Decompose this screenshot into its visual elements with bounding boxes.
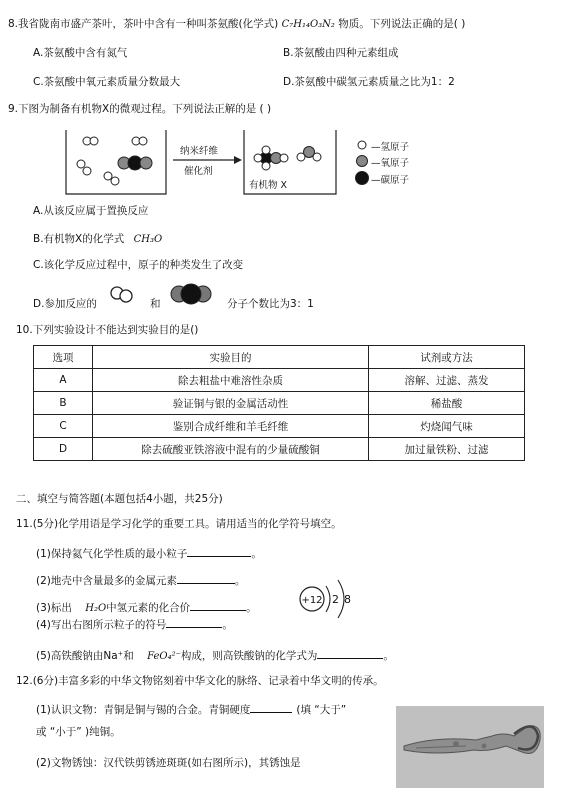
table-cell: 加过量铁粉、过滤	[369, 438, 525, 461]
table-cell: D	[34, 438, 93, 461]
q9-option-b: B.有机物X的化学式 CH₃O	[33, 233, 163, 245]
q12-item-2: (2)文物锈蚀：汉代铁剪锈迹斑斑(如右图所示)，其锈蚀是	[36, 757, 301, 769]
legend-symbols	[355, 136, 369, 186]
shell-1-electrons: 2	[332, 593, 339, 606]
q11-item-3: (3)标出 H₂O中氢元素的化合价 。	[36, 602, 257, 614]
table-cell: 鉴别合成纤维和羊毛纤维	[93, 415, 369, 438]
product-label: 有机物 X	[249, 180, 288, 191]
table-cell: 溶解、过滤、蒸发	[369, 369, 525, 392]
q8-option-b: B.茶氨酸由四种元素组成	[283, 47, 399, 59]
legend-carbon: —碳原子	[371, 175, 410, 186]
q11-item-3-formula: H₂O	[85, 603, 107, 614]
q8-option-d: D.茶氨酸中碳氢元素质量之比为1：2	[283, 76, 455, 88]
answer-blank[interactable]	[317, 658, 383, 659]
answer-blank[interactable]	[177, 583, 235, 584]
table-header: 实验目的	[93, 346, 369, 369]
q8-option-c: C.茶氨酸中氧元素质量分数最大	[33, 76, 181, 88]
q11-item-5-formula: FeO₄²⁻	[147, 651, 181, 662]
product-molecules	[254, 146, 321, 170]
q11-item-1: (1)保持氦气化学性质的最小粒子 。	[36, 548, 262, 560]
oxygen-atom-icon	[357, 156, 368, 167]
iron-scissors-photo	[396, 706, 544, 788]
answer-blank[interactable]	[190, 610, 246, 611]
carbon-dioxide-molecule-icon	[170, 283, 212, 305]
q11-item-2: (2)地壳中含量最多的金属元素 。	[36, 575, 246, 587]
q9-option-d: D.参加反应的	[33, 298, 97, 310]
arrow-label-bottom: 催化剂	[184, 166, 213, 177]
answer-blank[interactable]	[166, 627, 222, 628]
q9-option-b-formula: CH₃O	[133, 234, 163, 245]
table-cell: 验证铜与银的金属活动性	[93, 392, 369, 415]
legend-hydrogen: —氢原子	[371, 142, 410, 153]
table-cell: 灼烧闻气味	[369, 415, 525, 438]
q8-option-a: A.茶氨酸中含有氮气	[33, 47, 128, 59]
arrow-label-top: 纳米纤维	[180, 146, 219, 157]
atom-structure-diagram	[296, 574, 360, 626]
electron-shell-1	[326, 586, 330, 612]
table-row	[34, 415, 525, 438]
answer-blank[interactable]	[187, 556, 251, 557]
q12-item-1: (1)认识文物：青铜是铜与锡的合金。青铜硬度 (填 “大于”	[36, 704, 347, 716]
q9-reaction-diagram	[60, 124, 390, 200]
table-row	[34, 392, 525, 415]
carbon-atom-icon	[356, 172, 369, 185]
q12-item-1-continued: 或 “小于” )纯铜。	[36, 726, 121, 738]
q9-option-c: C.该化学反应过程中，原子的种类发生了改变	[33, 259, 244, 271]
table-cell: 除去硫酸亚铁溶液中混有的少量硫酸铜	[93, 438, 369, 461]
q11-stem: 11.(5分)化学用语是学习化学的重要工具。请用适当的化学符号填空。	[16, 518, 342, 530]
table-cell: 稀盐酸	[369, 392, 525, 415]
q12-stem: 12.(6分)丰富多彩的中华文物铭刻着中华文化的脉络、记录着中华文明的传承。	[16, 675, 384, 687]
q9-option-d-and: 和	[150, 298, 161, 310]
table-cell: B	[34, 392, 93, 415]
q8-formula: C₇H₁₄O₃N₂	[281, 19, 335, 30]
reactant-molecules	[77, 137, 152, 185]
table-header-row	[34, 346, 525, 369]
table-cell: 除去粗盐中难溶性杂质	[93, 369, 369, 392]
table-cell: C	[34, 415, 93, 438]
table-cell: A	[34, 369, 93, 392]
q9-stem: 9.下图为制备有机物X的微观过程。下列说法正解的是 ( )	[8, 103, 272, 115]
hydrogen-molecule-icon	[108, 284, 136, 304]
table-row	[34, 369, 525, 392]
table-row	[34, 438, 525, 461]
table-header: 选项	[34, 346, 93, 369]
shell-2-electrons: 8	[344, 593, 351, 606]
q9-option-d-suffix: 分子个数比为3：1	[227, 298, 314, 310]
q9-option-a: A.从该反应属于置换反应	[33, 205, 149, 217]
answer-blank[interactable]	[250, 712, 292, 713]
q11-item-4: (4)写出右图所示粒子的符号 。	[36, 619, 233, 631]
table-header: 试剂或方法	[369, 346, 525, 369]
hydrogen-atom-icon	[358, 141, 366, 149]
q8-stem: 8.我省陇南市盛产茶叶，茶叶中含有一种叫茶氨酸(化学式) C₇H₁₄O₃N₂ 物质。下列说法正确的是( )	[8, 18, 466, 30]
q10-table	[33, 345, 525, 461]
legend-oxygen: —氧原子	[371, 158, 410, 169]
q11-item-5: (5)高铁酸钠由Na⁺和 FeO₄²⁻构成，则高铁酸钠的化学式为 。	[36, 650, 394, 662]
section-2-title: 二、填空与简答题(本题包括4小题，共25分)	[16, 493, 223, 505]
q10-stem: 10.下列实验设计不能达到实验目的是()	[16, 324, 199, 336]
nucleus-charge: +12	[301, 595, 323, 606]
